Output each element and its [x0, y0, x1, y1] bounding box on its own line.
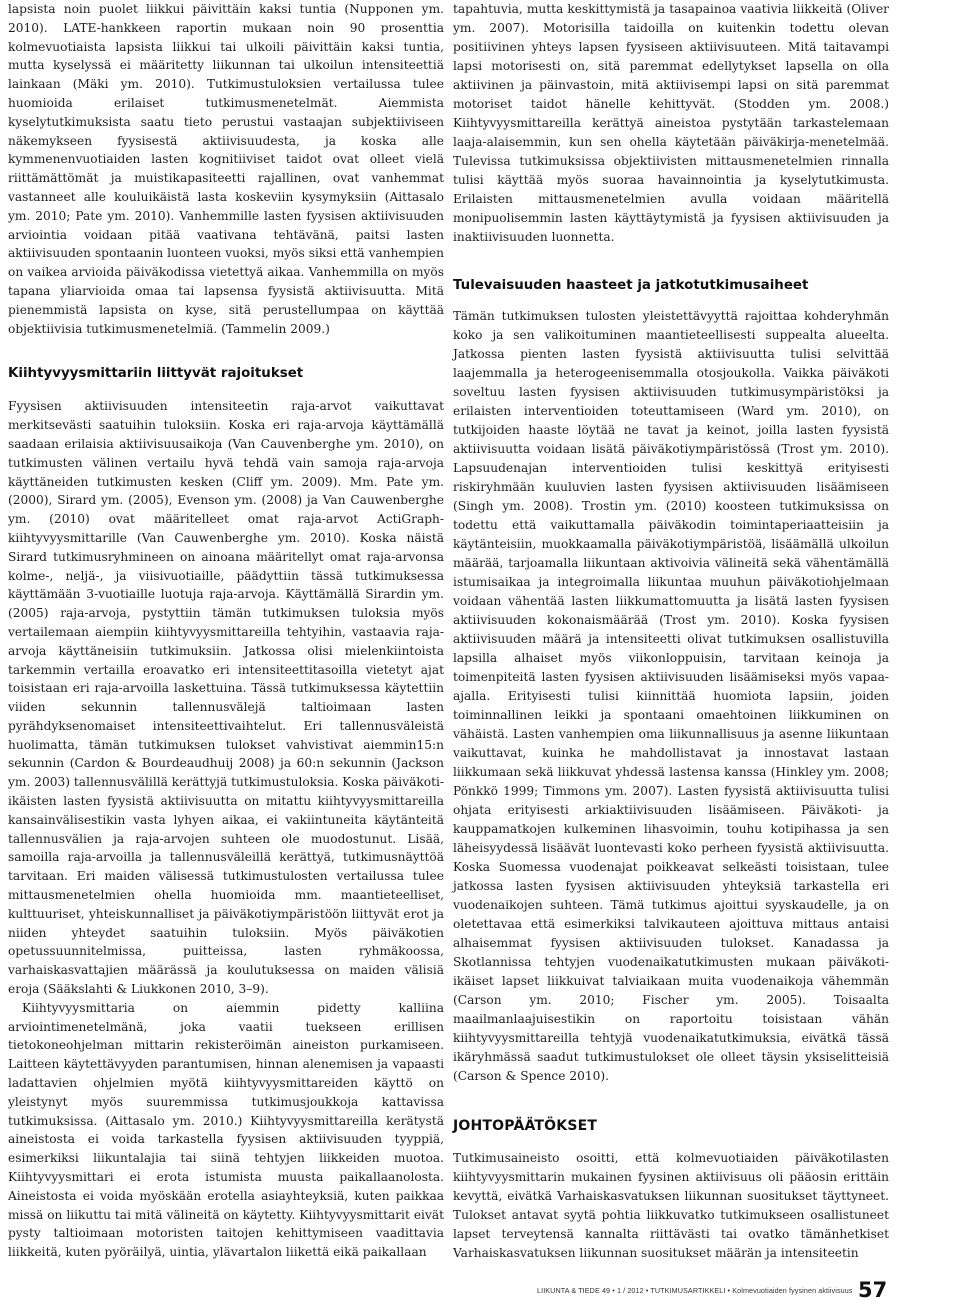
- section-heading-accelerometer-limitations: Kiihtyvyysmittariin liittyvät rajoitukset: [8, 366, 304, 382]
- running-footer: LIIKUNTA & TIEDE 49 • 1 / 2012 • TUTKIMUSARTIKKELI • Kolmevuotiaiden fyysinen aktiivisuus: [537, 1286, 853, 1295]
- left-paragraph-2: Fyysisen aktiivisuuden intensiteetin raja-arvot vaikuttavat merkitsevästi saatuihin tuloksiin. Koska eri raja-arvoja käyttämällä saadaan erilaisia aktiivisuusaikoja (Van Cauvenberghe ym. 2010), on tutkimusten välinen vertailu hyvä tehdä vain samoja raja-arvoja käyttäneiden tutkimusten kesken (Cliff ym. 2009). Mm. Pate ym. (2000), Sirard ym. (2005), Evenson ym. (2008) ja Van Cauwenberghe ym. (2010) ovat määritelleet omat raja-arvot ActiGraph-kiihtyvyysmittarille (Van Cauwenberghe ym. 2010). Koska näistä Sirard tutkimusryhmineen on ainoana määritellyt omat raja-arvonsa kolme-, neljä-, ja viisivuotiaille, päädyttiin tässä tutkimuksessa käyttämään 3-vuotiaille luotuja raja-arvoja. Käyttämällä Sirardin ym. (2005) raja-arvoja, pystyttiin tämän tutkimuksen tuloksia myös vertailemaan aiempiin kiihtyvyysmittareilla tehtyihin, vastaavia raja-arvoja käyttäneisiin tutkimuksiin. Jatkossa olisi mielenkiintoista tarkemmin vertailla eroavatko eri intensiteettitasoilla vietetyt ajat toisistaan eri raja-arvoilla laskettuina. Tässä tutkimuksessa käytettiin viiden sekunnin tallennusvälejä taltioimaan lasten pyrähdyksenomaiset intensiteettivaihtelut. Eri tallennusväleistä huolimatta, tämän tutkimuksen tulokset vahvistivat aiemmin15:n sekunnin (Cardon & Bourdeaudhuij 2008) ja 60:n sekunnin (Jackson ym. 2003) tallennusvälillä kerättyjä tutkimustuloksia. Koska päiväkoti-ikäisten lasten fyysistä aktiivisuutta on mitattu kiihtyvyysmittareilla kansainvälisestikin vasta lyhyen aikaa, ei vakiintuneita käytänteitä tallennusvälien ja raja-arvojen suhteen ole muodostunut. Lisää, samoilla raja-arvoilla ja tallennusväleillä kerättyä, tutkimusnäyttöä tarvitaan. Eri maiden välisessä tutkimustulosten vertailussa tulee mittausmenetelmien ohella huomioida mm. maantieteelliset, kulttuuriset, yhteiskunnalliset ja päiväkotiympäristöön liittyvät erot ja niiden yhteydet saatuihin tuloksiin. Myös päiväkotien opetussuunnitelmissa, puitteissa, lasten ryhmäkoossa, varhaiskasvattajien määrässä ja koulutuksessa on maiden välisiä eroja (Sääkslahti & Liukkonen 2010, 3–9).: [8, 399, 444, 997]
- left-paragraph-3: Kiihtyvyysmittaria on aiemmin pidetty kalliina arviointimenetelmänä, joka vaatii tuekseen erillisen tietokoneohjelman mittarin rekisteröimän aineiston purkamiseen. Laitteen käytettävyyden parantumisen, hinnan alenemisen ja vapaasti ladattavien ohjelmien myötä kiihtyvyysmittareiden käyttö on yleistynyt myös suuremmissa tutkimusjoukkoja kattavissa tutkimuksissa. (Aittasalo ym. 2010.) Kiihtyvyysmittareilla kerätystä aineistosta ei voida tarkastella fyysisen aktiivisuuden tyyppiä, esimerkiksi liikuntalajia tai siinä tehtyjen liikkeiden muotoa. Kiihtyvyysmittari ei erota istumista muusta paikallaanolosta. Aineistosta ei voida myöskään erotella asiayhteyksiä, kuten paikkaa missä on liikuttu tai mitä välineitä on käytetty. Kiihtyvyysmittarit eivät pysty taltioimaan motoristen taitojen kehittymiseen vaadittavia liikkeitä, kuten pyöräilyä, uintia, ylävartalon liikettä eikä paikallaan: [8, 1000, 444, 1260]
- left-column: [8, 0, 444, 1262]
- right-paragraph-3: Tutkimusaineisto osoitti, että kolmevuotiaiden päiväkotilasten kiihtyvyysmittarin mukainen fyysinen aktiivisuus oli pääosin erittäin kevyttä, eivätkä Varhaiskasvatuksen liikunnan suositukset täyttyneet. Tulokset antavat syytä pohtia liikkuvatko tutkimukseen osallistuneet lapset terveytensä kannalta riittävästi tai ovatko tämänhetkiset Varhaiskasvatuksen liikunnan suositukset määrän ja intensiteetin: [453, 1151, 889, 1260]
- right-column: [453, 0, 889, 1263]
- section-heading-conclusions: JOHTOPÄÄTÖKSET: [453, 1118, 598, 1134]
- left-paragraph-1: lapsista noin puolet liikkui päivittäin kaksi tuntia (Nupponen ym. 2010). LATE-hankkeen raportin mukaan noin 90 prosenttia kolmevuotiaista lapsista liikkui tai ulkoili päivittäin kaksi tuntia, mutta kyselyssä ei määritetty liikunnan tai ulkoilun intensiteettiä lainkaan (Mäki ym. 2010). Tutkimustuloksien vertailussa tulee huomioida erilaiset tutkimusmenetelmät. Aiemmista kyselytutkimuksista saatu tieto perustui vastaajan subjektiiviseen näkemykseen fyysisestä aktiivisuudesta, ja koska alle kymmenenvuotiaiden lasten kognitiiviset taidot ovat olleet vielä riittämättömät ja muistikapasiteetti rajallinen, ovat vanhemmat vastanneet alle kouluikäistä lasta koskeviin kysymyksiin (Aittasalo ym. 2010; Pate ym. 2010). Vanhemmille lasten fyysisen aktiivisuuden arviointia voidaan pitää vaativana tehtävänä, paitsi lasten aktiivisuuden spontaanin luonteen vuoksi, myös siksi että vanhempien on vaikea arvioida päiväkodissa vietettyä aikaa. Vanhemmilla on myös tapana yliarvioida omaa tai lapsensa fyysistä aktiivisuutta. Mitä pienemmistä lapsista on kyse, sitä perustellumpaa on käyttää objektiivisia tutkimusmenetelmiä. (Tammelin 2009.): [8, 2, 444, 336]
- section-heading-future-challenges: Tulevaisuuden haasteet ja jatkotutkimusaiheet: [453, 278, 809, 293]
- right-paragraph-2: Tämän tutkimuksen tulosten yleistettävyyttä rajoittaa kohderyhmän koko ja sen valikoituminen maantieteellisesti suppealta alueelta. Jatkossa pienten lasten fyysistä aktiivisuutta tulisi selvittää laajemmalla ja heterogeenisemmalla otosjoukolla. Vaikka päiväkoti soveltuu lasten fyysisen aktiivisuuden tutkimusympäristöksi ja erilaisten interventioiden toteuttamiseen (Ward ym. 2010), on tutkijoiden haaste löytää ne tavat ja keinot, joilla lasten fyysistä aktiivisuutta voidaan lisätä päiväkotiympäristössä (Trost ym. 2010). Lapsuudenajan interventioiden tulisi keskittyä erityisesti riskiryhmään kuuluvien lasten fyysisen aktiivisuuden lisäämiseen (Singh ym. 2008). Trostin ym. (2010) koosteen tutkimuksissa on todettu että vaikuttamalla päiväkodin toimintaperiaatteisiin ja käytänteisiin, muokkaamalla päiväkotiympäristöä, lisäämällä ulkoilun määrää, tarjoamalla liikuntaan aktivoivia välineitä sekä vähentämällä istumisaikaa ja integroimalla liikuntaa muuhun päiväkotiohjelmaan voidaan vähentää lasten liikkumattomuutta ja lisätä lasten fyysisen aktiivisuuden kokonaismäärää (Trost ym. 2010). Koska fyysisen aktiivisuuden määrä ja intensiteetti olivat tutkimuksen osallistuvilla lapsilla alhaiset myös viikonloppuisin, tarvitaan keinoja ja toimenpiteitä lasten fyysisen aktiivisuuden lisäämiseksi myös vapaa-ajalla. Erityisesti tulisi kiinnittää huomiota lapsiin, joiden toiminnallinen leikki ja spontaani omaehtoinen liikkuminen on vähäistä. Lasten vanhempien oma liikunnallisuus ja asenne liikuntaan vaikuttavat, kuinka he mahdollistavat ja innostavat lastaan liikkumaan sekä liikkuvat yhdessä lastensa kanssa (Hinkley ym. 2008; Pönkkö 1999; Timmons ym. 2007). Lasten fyysistä aktiivisuutta tulisi ohjata erityisesti arkiaktiivisuuden lisäämiseen. Päiväkoti- ja kauppamatkojen kulkeminen lihasvoimin, touhu kotipihassa ja sen läheisyydessä lisäävät luontevasti koko perheen fyysistä aktiivisuutta. Koska Suomessa vuodenajat poikkeavat selkeästi toisistaan, tulee jatkossa lasten fyysisen aktiivisuuden yhteyksiä tarkastella eri vuodenaikojen suhteen. Tämä tutkimus ajoittui syyskaudelle, ja on oletettavaa että esimerkiksi talvikauteen ajoittuva mittaus antaisi alhaisemmat fyysisen aktiivisuuden tulokset. Kanadassa ja Skotlannissa tehtyjen vuodenaikatutkimusten mukaan päiväkoti-ikäiset lapset liikkuivat talviaikaan muita vuodenaikoja vähemmän (Carson ym. 2010; Fischer ym. 2005). Toisaalta maailmanlaajuisestikin on raportoitu toisistaan vähän kiihtyvyysmittareilla tehtyjä vuodenaikatutkimuksia, eivätkä tässä ikäryhmässä saadut tutkimustulokset ole olleet täysin yksiselitteisiä (Carson & Spence 2010).: [453, 309, 889, 1083]
- page-number: 57: [858, 1278, 888, 1302]
- right-paragraph-1: tapahtuvia, mutta keskittymistä ja tasapainoa vaativia liikkeitä (Oliver ym. 2007). Motorisilla taidoilla on kuitenkin todettu olevan positiivinen yhteys lapsen fyysiseen aktiivisuuteen. Mitä taitavampi lapsi motorisesti on, sitä paremmat edellytykset lapsella on olla aktiivinen ja päinvastoin, mitä aktiivisempi lapsi on sitä paremmat motoriset taidot hänelle kehittyvät. (Stodden ym. 2008.) Kiihtyvyysmittareilla kerättyä aineistoa pystytään tarkastelemaan laaja-alaisemmin, kun sen ohella käytetään päiväkirja-menetelmää. Tulevissa tutkimuksissa objektiivisten mittausmenetelmien rinnalla tulisi käyttää myös suoraa havainnointia ja kyselytutkimusta. Erilaisten mittausmenetelmien avulla voidaan määritellä monipuolisemmin lasten käyttäytymistä ja fyysisen aktiivisuuden ja inaktiivisuuden luonnetta.: [453, 2, 889, 244]
